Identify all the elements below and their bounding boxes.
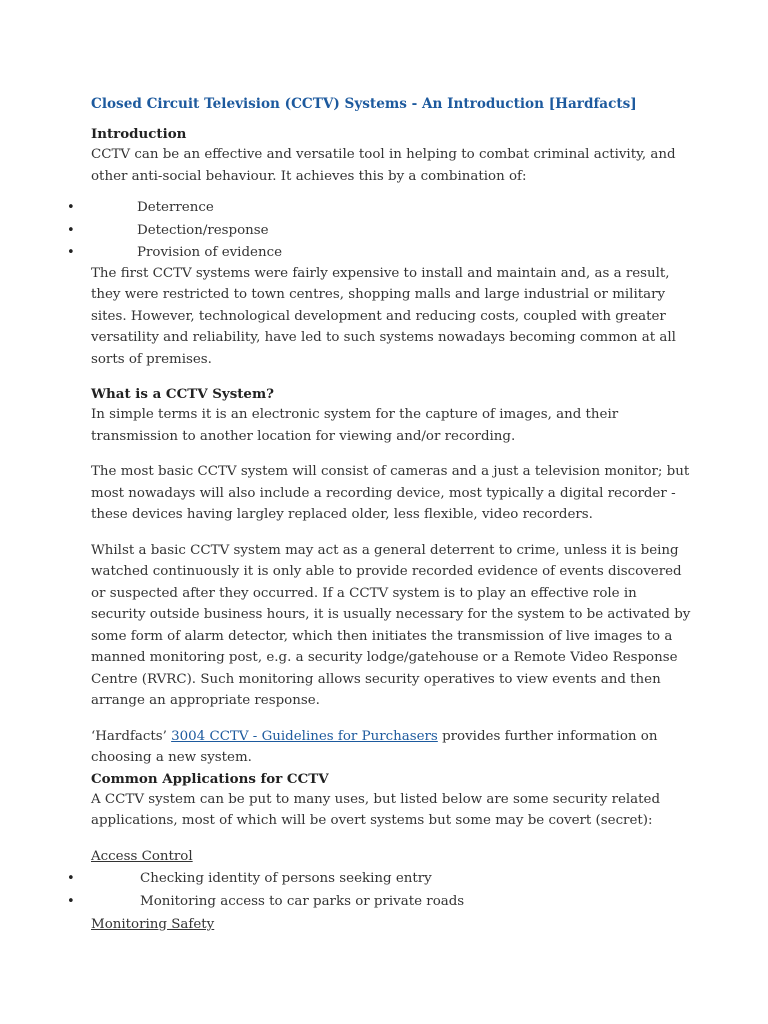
access-control-heading: Access Control: [91, 848, 193, 864]
common-applications-heading: Common Applications for CCTV: [91, 770, 329, 787]
introduction-heading: Introduction: [91, 126, 187, 142]
list-item: • Monitoring access to car parks or private roads: [67, 890, 667, 913]
list-item: • Provision of evidence: [67, 243, 667, 263]
what-is-cctv-paragraph: In simple terms it is an electronic system for the capture of images, and their transmission to another location for viewing and/or recording.: [91, 407, 619, 444]
hardfacts-prefix: ‘Hardfacts’: [91, 728, 172, 744]
basic-system-paragraph: The most basic CCTV system will consist of cameras and a just a television monitor; but most nowadays will also include a recording device, most typically a digital recorder - these devices having largley replaced older, less flexible, video recorders.: [91, 464, 690, 523]
document-body: [91, 94, 691, 935]
hardfacts-paragraph: [91, 726, 691, 769]
access-bullet-list: [67, 867, 667, 914]
list-item: • Deterrence: [67, 196, 667, 219]
document-title: Closed Circuit Television (CCTV) Systems - An Introduction [Hardfacts]: [91, 96, 637, 112]
what-is-cctv-heading: What is a CCTV System?: [91, 386, 274, 403]
applications-paragraph: A CCTV system can be put to many uses, but listed below are some security related applications, most of which will be overt systems but some may be covert (secret):: [91, 791, 661, 829]
intro-bullet-list: [67, 196, 667, 263]
monitoring-paragraph: Whilst a basic CCTV system may act as a general deterrent to crime, unless it is being watched continuously it is only able to provide recorded evidence of events discovered or suspected after they occurred. If a CCTV system is to play an effective role in security outside business hours, it is usually necessary for the system to be activated by some form of alarm detector, which then initiates the transmission of live images to a manned monitoring post, e.g. a security lodge/gatehouse or a Remote Video Response Centre (RVRC). Such monitoring allows security operatives to view events and then arrange an appropriate response.: [91, 542, 691, 709]
monitoring-safety-heading: Monitoring Safety: [91, 916, 215, 932]
introduction-paragraph: CCTV can be an effective and versatile tool in helping to combat criminal activity, and other anti-social behaviour. It achieves this by a combination of:: [91, 147, 676, 184]
hardfacts-suffix: provides further information on choosing a new system.: [91, 728, 658, 766]
history-paragraph: The first CCTV systems were fairly expensive to install and maintain and, as a result, they were restricted to town centres, shopping malls and large industrial or military sites. However, technological development and reducing costs, coupled with greater versatility and reliability, have led to such systems nowadays becoming common at all sorts of premises.: [91, 265, 676, 367]
list-item: • Detection/response: [67, 219, 667, 242]
guidelines-link[interactable]: 3004 CCTV - Guidelines for Purchasers: [171, 728, 438, 744]
list-item: • Checking identity of persons seeking entry: [67, 867, 667, 890]
